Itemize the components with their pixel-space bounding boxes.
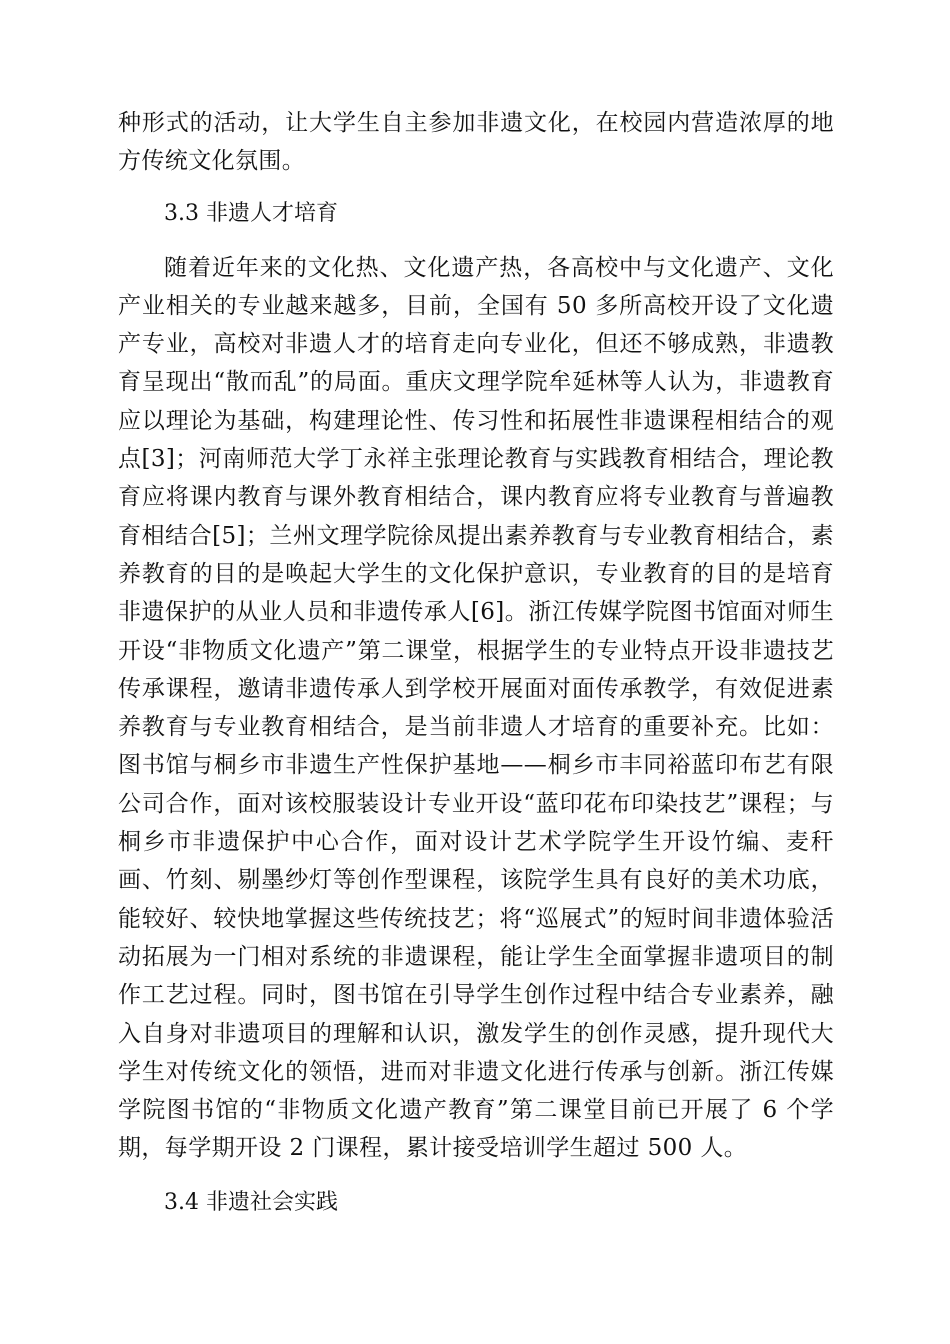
document-page: [118, 104, 834, 1222]
paragraph-talent-cultivation: 随着近年来的文化热、文化遗产热，各高校中与文化遗产、文化产业相关的专业越来越多，目前，全国有 50 多所高校开设了文化遗产专业，高校对非遗人才的培育走向专业化，但还不够成熟，非遗教育呈现出“散而乱”的局面。重庆文理学院牟延林等人认为，非遗教育应以理论为基础，构建理论性、传习性和拓展性非遗课程相结合的观点[3]；河南师范大学丁永祥主张理论教育与实践教育相结合，理论教育应将课内教育与课外教育相结合，课内教育应将专业教育与普遍教育相结合[5]；兰州文理学院徐凤提出素养教育与专业教育相结合，素养教育的目的是唤起大学生的文化保护意识，专业教育的目的是培育非遗保护的从业人员和非遗传承人[6]。浙江传媒学院图书馆面对师生开设“非物质文化遗产”第二课堂，根据学生的专业特点开设非遗技艺传承课程，邀请非遗传承人到学校开展面对面传承教学，有效促进素养教育与专业教育相结合，是当前非遗人才培育的重要补充。比如：图书馆与桐乡市非遗生产性保护基地——桐乡市丰同裕蓝印布艺有限公司合作，面对该校服装设计专业开设“蓝印花布印染技艺”课程；与桐乡市非遗保护中心合作，面对设计艺术学院学生开设竹编、麦秆画、竹刻、剔墨纱灯等创作型课程，该院学生具有良好的美术功底，能较好、较快地掌握这些传统技艺；将“巡展式”的短时间非遗体验活动拓展为一门相对系统的非遗课程，能让学生全面掌握非遗项目的制作工艺过程。同时，图书馆在引导学生创作过程中结合专业素养，融入自身对非遗项目的理解和认识，激发学生的创作灵感，提升现代大学生对传统文化的领悟，进而对非遗文化进行传承与创新。浙江传媒学院图书馆的“非物质文化遗产教育”第二课堂目前已开展了 6 个学期，每学期开设 2 门课程，累计接受培训学生超过 500 人。: [118, 254, 834, 1162]
section-heading-3-4: 3.4 非遗社会实践: [164, 1189, 338, 1215]
paragraph-continued: 种形式的活动，让大学生自主参加非遗文化，在校园内营造浓厚的地方传统文化氛围。: [118, 110, 834, 175]
section-heading-3-3: 3.3 非遗人才培育: [164, 200, 338, 226]
